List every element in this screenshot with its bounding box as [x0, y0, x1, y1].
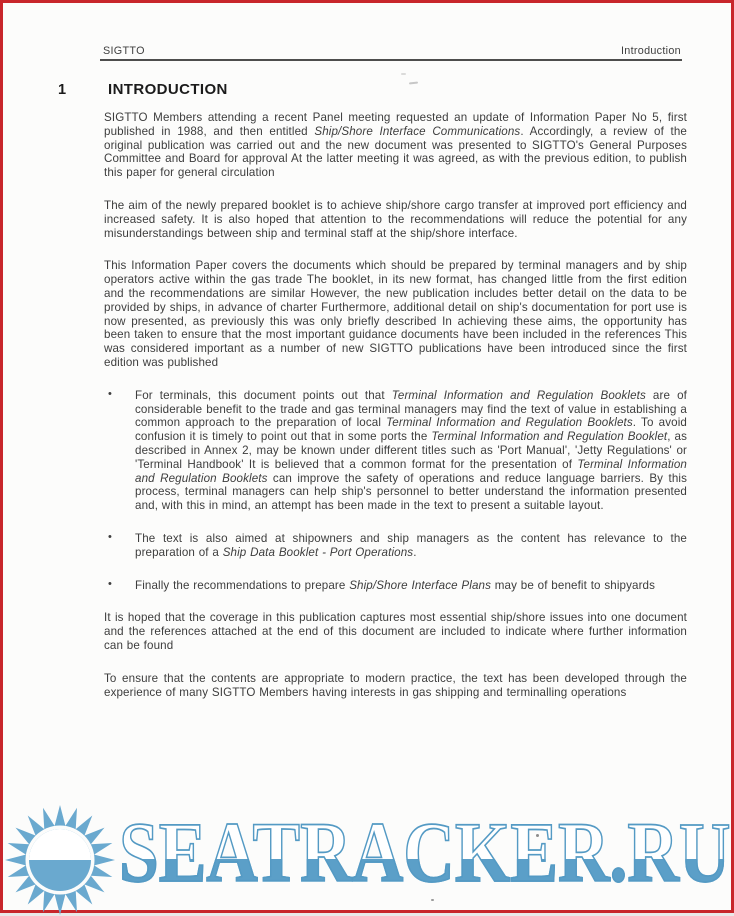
watermark-text: SEATRACKER.RU — [119, 804, 731, 900]
sun-rays — [5, 805, 115, 915]
bullet-icon: • — [108, 530, 112, 543]
watermark — [3, 799, 734, 916]
scan-speck — [401, 73, 406, 75]
header-left-title: SIGTTO — [103, 45, 145, 57]
bullet-item: • For terminals, this document points out that Terminal Information and Regulation Booklets are of considerable benefit to the trade and gas terminal managers may find the text of value in establishing a common approach to the preparation of local Terminal Information and Regulation Booklets. To avoid confusion it is timely to point out that in some ports the Terminal Information and Regulation Booklet, as described in Annex 2, may be known under different titles such as 'Port Manual', 'Jetty Regulations' or 'Terminal Handbook' It is believed that a common format for the presentation of Terminal Information and Regulation Booklets can improve the safety of operations and reduce language barriers. By this process, terminal managers can help ship's personnel to better understand the information presented and, with this in mind, an attempt has been made in the text to present a suitable layout. — [108, 387, 688, 513]
paragraph: This Information Paper covers the documents which should be prepared by terminal managers and by ship operators active within the gas trade The booklet, in its new format, has changed little from the first edition and the recommendations are similar However, the new publication includes better detail on the data to be provided by ships, in advance of charter Furthermore, additional detail on ship's documentation for port use is now presented, as previously this was only briefly described In achieving these aims, the opportunity has been taken to ensure that the most important guidance documents have been included in the references This was considered important as a number of new SIGTTO publications have been introduced since the first edition was published — [104, 259, 687, 369]
paragraph: The aim of the newly prepared booklet is to achieve ship/shore cargo transfer at improved port efficiency and increased safety. It is also hoped that attention to the recommendations will reduce the potential for any misunderstandings between ship and terminal staff at the ship/shore interface. — [104, 198, 687, 240]
scan-speck — [431, 899, 434, 901]
bullet-icon: • — [108, 577, 112, 590]
bullet-icon: • — [108, 387, 112, 400]
paragraph: SIGTTO Members attending a recent Panel meeting requested an update of Information Paper No 5, first published in 1988, and then entitled Ship/Shore Interface Communications. Accordingly, a review of the original publication was carried out and the new document was presented to SIGTTO's General Purposes Committee and Board for approval At the latter meeting it was agreed, as with the previous edition, to publish this paper for general circulation — [104, 111, 687, 180]
scan-speck — [536, 834, 539, 837]
document-body — [104, 111, 687, 718]
bullet-item: • Finally the recommendations to prepare Ship/Shore Interface Plans may be of benefit to shipyards — [108, 577, 656, 592]
running-header — [103, 45, 681, 57]
section-number: 1 — [58, 82, 67, 98]
paragraph: To ensure that the contents are appropriate to modern practice, the text has been developed through the experience of many SIGTTO Members having interests in gas shipping and terminalling operations — [104, 671, 687, 699]
sun-icon — [4, 804, 116, 916]
section-title: INTRODUCTION — [108, 81, 228, 98]
section-heading — [58, 81, 681, 98]
header-right-title: Introduction — [620, 45, 681, 57]
bullet-item: • The text is also aimed at shipowners and ship managers as the content has relevance to the preparation of a Ship Data Booklet - Port Operations. — [108, 530, 687, 559]
paragraph: It is hoped that the coverage in this publication captures most essential ship/shore issues into one document and the references attached at the end of this document are included to indicate where further information can be found — [104, 611, 687, 652]
header-rule — [100, 59, 682, 61]
